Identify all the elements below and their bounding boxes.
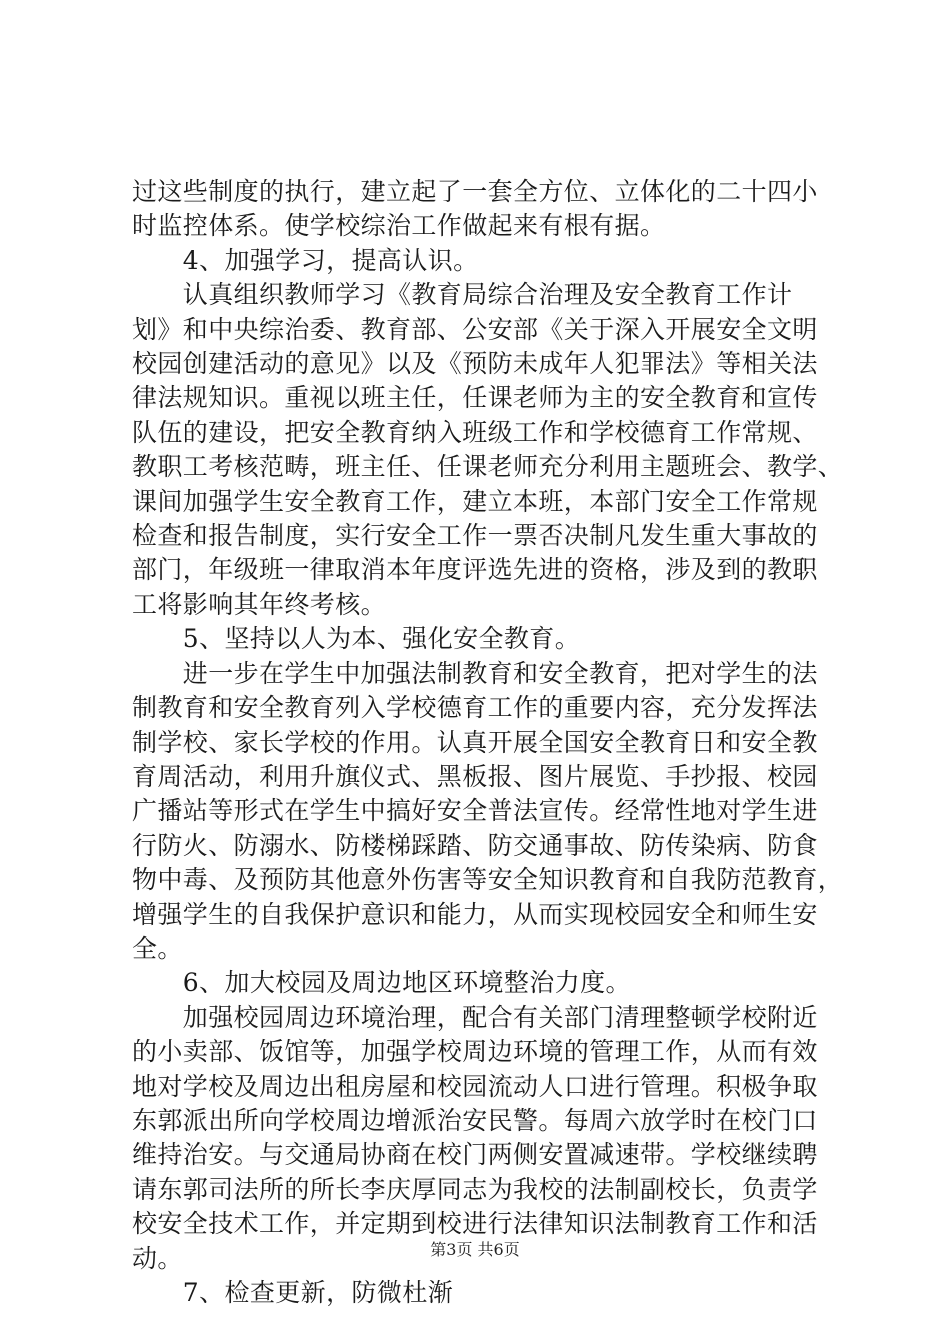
text-line: 制教育和安全教育列入学校德育工作的重要内容，充分发挥法 xyxy=(132,693,818,723)
text-line: 进一步在学生中加强法制教育和安全教育，把对学生的法 xyxy=(132,658,818,688)
text-line: 教职工考核范畴，班主任、任课老师充分利用主题班会、教学、 xyxy=(132,452,844,482)
text-line: 工将影响其年终考核。 xyxy=(132,589,387,619)
text-line: 律法规知识。重视以班主任，任课老师为主的安全教育和宣传 xyxy=(132,383,818,413)
text-line: 增强学生的自我保护意识和能力，从而实现校园安全和师生安 xyxy=(132,899,818,929)
text-line: 加强校园周边环境治理，配合有关部门清理整顿学校附近 xyxy=(132,1002,818,1032)
text-line: 请东郭司法所的所长李庆厚同志为我校的法制副校长，负责学 xyxy=(132,1174,818,1204)
text-line: 地对学校及周边出租房屋和校园流动人口进行管理。积极争取 xyxy=(132,1071,818,1101)
text-line: 育周活动，利用升旗仪式、黑板报、图片展览、手抄报、校园 xyxy=(132,761,818,791)
text-line: 5、坚持以人为本、强化安全教育。 xyxy=(132,624,581,654)
text-line: 全。 xyxy=(132,933,183,963)
text-line: 队伍的建设，把安全教育纳入班级工作和学校德育工作常规、 xyxy=(132,417,818,447)
text-line: 制学校、家长学校的作用。认真开展全国安全教育日和安全教 xyxy=(132,727,818,757)
text-line: 部门，年级班一律取消本年度评选先进的资格，涉及到的教职 xyxy=(132,555,818,585)
text-line: 认真组织教师学习《教育局综合治理及安全教育工作计 xyxy=(132,280,793,310)
text-line: 检查和报告制度，实行安全工作一票否决制凡发生重大事故的 xyxy=(132,521,818,551)
page-footer: 第3页 共6页 xyxy=(430,1240,520,1259)
body-text xyxy=(132,175,844,1310)
text-line: 划》和中央综治委、教育部、公安部《关于深入开展安全文明 xyxy=(132,314,818,344)
text-line: 行防火、防溺水、防楼梯踩踏、防交通事故、防传染病、防食 xyxy=(132,830,818,860)
text-line: 7、检查更新，防微杜渐 xyxy=(132,1278,454,1307)
text-line: 过这些制度的执行，建立起了一套全方位、立体化的二十四小 xyxy=(132,177,818,206)
text-line: 东郭派出所向学校周边增派治安民警。每周六放学时在校门口 xyxy=(132,1105,818,1135)
text-line: 课间加强学生安全教育工作，建立本班，本部门安全工作常规 xyxy=(132,486,818,516)
text-line: 广播站等形式在学生中搞好安全普法宣传。经常性地对学生进 xyxy=(132,796,818,826)
text-line: 4、加强学习，提高认识。 xyxy=(132,245,479,275)
text-line: 物中毒、及预防其他意外伤害等安全知识教育和自我防范教育， xyxy=(132,865,844,895)
text-line: 6、加大校园及周边地区环境整治力度。 xyxy=(132,968,631,998)
text-line: 的小卖部、饭馆等，加强学校周边环境的管理工作，从而有效 xyxy=(132,1037,818,1067)
text-line: 校园创建活动的意见》以及《预防未成年人犯罪法》等相关法 xyxy=(132,349,818,379)
text-line: 校安全技术工作，并定期到校进行法律知识法制教育工作和活 xyxy=(132,1209,818,1239)
text-line: 时监控体系。使学校综治工作做起来有根有据。 xyxy=(132,211,666,241)
text-line: 动。 xyxy=(132,1243,183,1273)
text-line: 维持治安。与交通局协商在校门两侧安置减速带。学校继续聘 xyxy=(132,1140,818,1170)
